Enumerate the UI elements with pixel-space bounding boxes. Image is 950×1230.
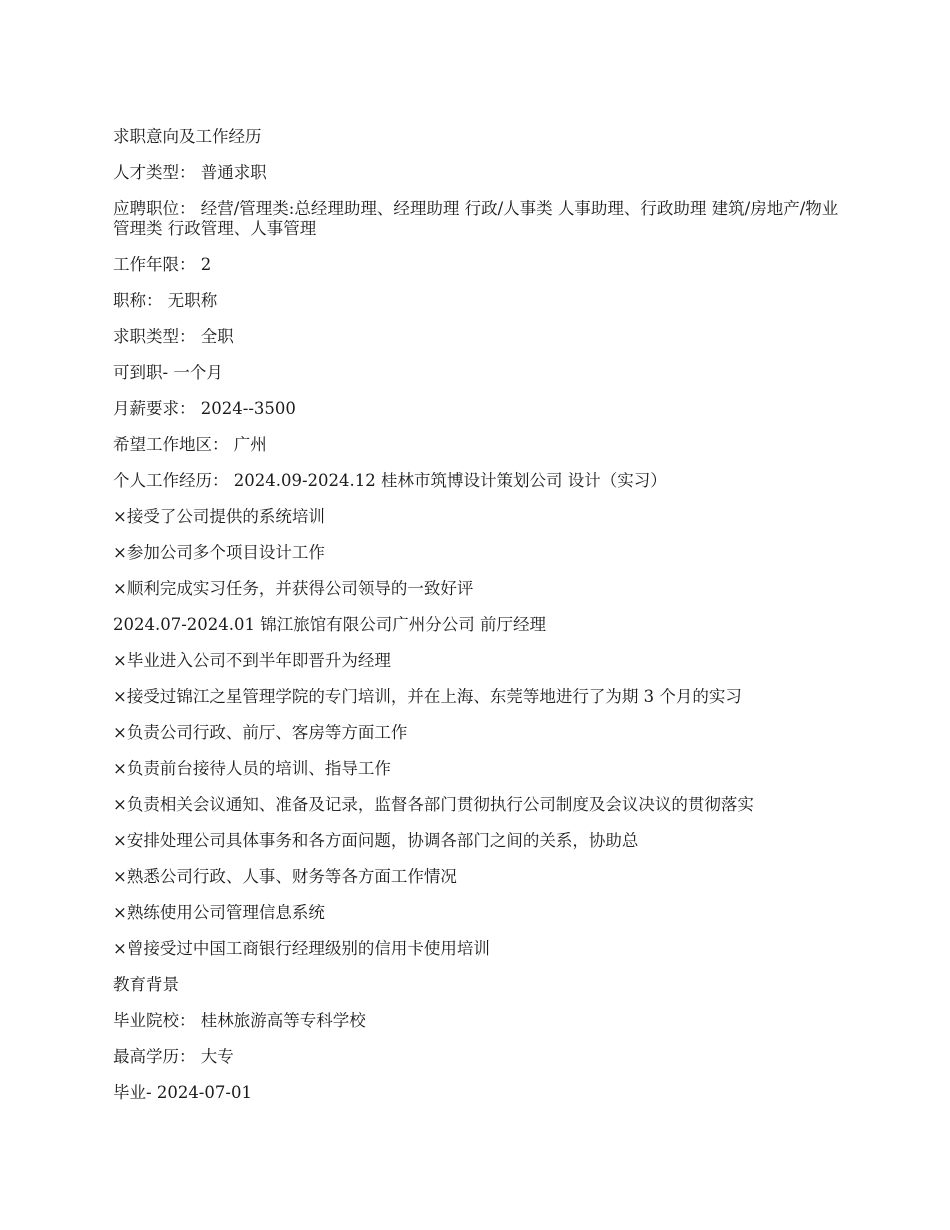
school-value: 桂林旅游高等专科学校 <box>200 1011 366 1030</box>
position-value: 经营/管理类:总经理助理、经理助理 行政/人事类 人事助理、行政助理 建筑/房地产/物业管理类 行政管理、人事管理 <box>113 199 839 238</box>
job2-item: ×毕业进入公司不到半年即晋升为经理 <box>113 651 391 670</box>
job-type-row <box>113 327 843 347</box>
years-value: 2 <box>200 255 212 274</box>
experience-label: 个人工作经历： <box>113 471 229 490</box>
title-row <box>113 291 843 311</box>
region-row <box>113 435 843 455</box>
education-title: 教育背景 <box>113 975 179 994</box>
job-type-label: 求职类型： <box>113 327 196 346</box>
position-row <box>113 199 843 239</box>
job-type-value: 全职 <box>200 327 234 346</box>
school-row <box>113 1011 843 1031</box>
talent-type-label: 人才类型： <box>113 163 196 182</box>
degree-row <box>113 1047 843 1067</box>
region-label: 希望工作地区： <box>113 435 229 454</box>
experience-value: 2024.09-2024.12 桂林市筑博设计策划公司 设计（实习） <box>233 471 667 490</box>
resume-document <box>113 127 843 1119</box>
salary-row <box>113 399 843 419</box>
job2-item: ×安排处理公司具体事务和各方面问题，协调各部门之间的关系，协助总 <box>113 831 639 850</box>
job2-item: ×熟练使用公司管理信息系统 <box>113 903 325 922</box>
job2-item: ×负责公司行政、前厅、客房等方面工作 <box>113 723 408 742</box>
job1-item: ×接受了公司提供的系统培训 <box>113 507 325 526</box>
section-title: 求职意向及工作经历 <box>113 127 262 146</box>
degree-value: 大专 <box>200 1047 234 1066</box>
job1-item: ×参加公司多个项目设计工作 <box>113 543 325 562</box>
talent-type-row <box>113 163 843 183</box>
title-value: 无职称 <box>167 291 218 310</box>
salary-label: 月薪要求： <box>113 399 196 418</box>
years-row <box>113 255 843 275</box>
job1-item: ×顺利完成实习任务，并获得公司领导的一致好评 <box>113 579 474 598</box>
title-label: 职称： <box>113 291 163 310</box>
job2-item: ×负责相关会议通知、准备及记录，监督各部门贯彻执行公司制度及会议决议的贯彻落实 <box>113 795 754 814</box>
job2-item: ×负责前台接待人员的培训、指导工作 <box>113 759 391 778</box>
availability-row: 可到职- 一个月 <box>113 363 223 382</box>
talent-type-value: 普通求职 <box>200 163 267 182</box>
degree-label: 最高学历： <box>113 1047 196 1066</box>
school-label: 毕业院校： <box>113 1011 196 1030</box>
years-label: 工作年限： <box>113 255 196 274</box>
salary-value: 2024--3500 <box>200 399 296 418</box>
job2-item: ×接受过锦江之星管理学院的专门培训，并在上海、东莞等地进行了为期 3 个月的实习 <box>113 687 742 706</box>
job2-item: ×熟悉公司行政、人事、财务等各方面工作情况 <box>113 867 457 886</box>
region-value: 广州 <box>233 435 267 454</box>
job2-header: 2024.07-2024.01 锦江旅馆有限公司广州分公司 前厅经理 <box>113 615 547 634</box>
job2-item: ×曾接受过中国工商银行经理级别的信用卡使用培训 <box>113 939 490 958</box>
experience-header-row <box>113 471 843 491</box>
position-label: 应聘职位： <box>113 199 196 218</box>
graduation-row: 毕业- 2024-07-01 <box>113 1083 252 1102</box>
